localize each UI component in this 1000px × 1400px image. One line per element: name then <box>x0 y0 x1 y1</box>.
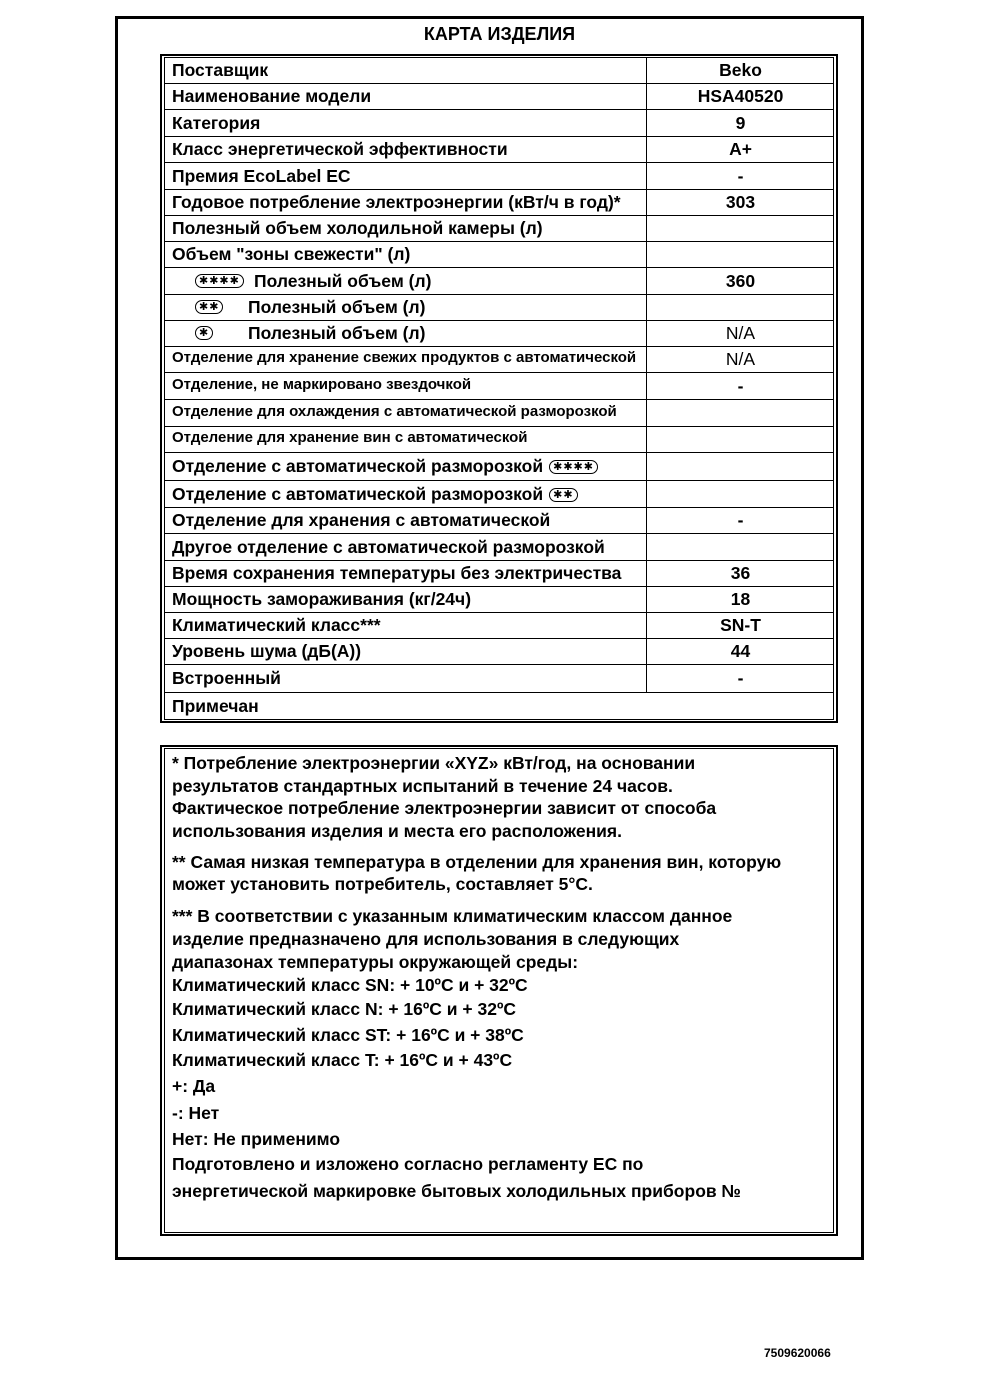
note-line: *** В соответствии с указанным климатическим классом данное <box>172 906 733 926</box>
row-label-text: Отделение для охлаждения с автоматической разморозкой <box>172 403 617 420</box>
row-value: - <box>737 166 744 186</box>
row-value: - <box>737 510 744 530</box>
row-value: SN-T <box>720 615 761 635</box>
row-label-text: Отделение для хранение свежих продуктов с автоматической <box>172 349 637 366</box>
note-line: Климатический класс T: + 16ºC и + 43ºC <box>172 1050 513 1070</box>
card-title: КАРТА ИЗДЕЛИЯ <box>423 24 576 44</box>
row-label-text: Отделение с автоматической разморозкой <box>172 456 544 476</box>
freezer-star-icon: ✱ <box>195 326 213 340</box>
row-value: 36 <box>730 563 751 583</box>
row-value: 360 <box>725 271 756 291</box>
row-label-text: Поставщик <box>172 60 269 80</box>
row-label <box>172 696 259 717</box>
note-line: изделие предназначено для использования в следующих <box>172 929 680 949</box>
row-label-text: Наименование модели <box>172 86 372 106</box>
row-label <box>172 456 598 477</box>
note-line: ** Самая низкая температура в отделении для хранения вин, которую <box>172 852 782 872</box>
row-label-text: Полезный объем холодильной камеры (л) <box>172 218 543 238</box>
row-label-text: Годовое потребление электроэнергии (кВт/ч в год)* <box>172 192 621 212</box>
row-label <box>172 668 281 689</box>
row-label-text: Отделение для хранение вин с автоматической <box>172 429 528 446</box>
row-label <box>172 166 351 187</box>
row-label-text: Уровень шума (дБ(A)) <box>172 641 362 661</box>
row-label-text: Другое отделение с автоматической разморозкой <box>172 537 605 557</box>
row-label-text: Примечан <box>172 696 259 716</box>
note-line: диапазонах температуры окружающей среды: <box>172 952 579 972</box>
row-label <box>172 589 471 610</box>
row-label <box>172 376 471 393</box>
row-label <box>172 139 508 160</box>
row-label <box>172 537 605 558</box>
row-label-text: Отделение с автоматической разморозкой <box>172 484 544 504</box>
row-label <box>172 403 617 420</box>
row-value: N/A <box>725 323 756 343</box>
row-label-text: Полезный объем (л) <box>254 271 432 291</box>
row-label <box>172 86 371 107</box>
row-label-text: Полезный объем (л) <box>248 323 426 343</box>
note-line: Фактическое потребление электроэнергии зависит от способа <box>172 798 717 818</box>
row-value: HSA40520 <box>697 86 784 106</box>
note-line: -: Нет <box>172 1103 220 1123</box>
note-line: использования изделия и места его расположения. <box>172 821 622 841</box>
row-label-text: Мощность замораживания (кг/24ч) <box>172 589 472 609</box>
freezer-star-icon: ✱✱✱✱ <box>195 274 244 288</box>
note-line: Нет: Не применимо <box>172 1129 341 1149</box>
row-value: Beko <box>719 60 762 80</box>
row-value: 44 <box>730 641 751 661</box>
note-line: Климатический класс ST: + 16ºC и + 38ºC <box>172 1025 524 1045</box>
row-value: N/A <box>725 349 756 369</box>
note-line: Подготовлено и изложено согласно регламенту ЕС по <box>172 1154 644 1174</box>
row-label <box>172 563 621 584</box>
note-line: Климатический класс SN: + 10ºC и + 32ºC <box>172 975 528 995</box>
row-value: - <box>737 668 744 688</box>
row-label <box>172 244 410 265</box>
row-label-text: Полезный объем (л) <box>248 297 426 317</box>
note-line: Климатический класс N: + 16ºC и + 32ºC <box>172 999 516 1019</box>
row-value: 303 <box>725 192 756 212</box>
document-code: 7509620066 <box>764 1346 831 1360</box>
row-value: - <box>737 376 744 396</box>
freezer-star-icon: ✱✱ <box>549 488 577 502</box>
row-label <box>172 192 621 213</box>
row-value: A+ <box>729 139 752 159</box>
row-label-text: Премия EcoLabel EC <box>172 166 351 186</box>
row-label-text: Отделение, не маркировано звездочкой <box>172 376 472 393</box>
row-label <box>172 429 528 446</box>
freezer-star-icon: ✱✱ <box>195 300 223 314</box>
row-label-text: Климатический класс*** <box>172 615 381 635</box>
row-label-text: Отделение для хранения с автоматической <box>172 510 551 530</box>
row-label <box>172 60 268 81</box>
row-label <box>172 349 636 366</box>
note-line: результатов стандартных испытаний в течение 24 часов. <box>172 776 673 796</box>
row-label-text: Время сохранения температуры без электричества <box>172 563 622 583</box>
row-label-text: Класс энергетической эффективности <box>172 139 508 159</box>
row-label <box>172 641 361 662</box>
row-label <box>172 218 543 239</box>
row-label <box>172 615 381 636</box>
row-label <box>172 113 260 134</box>
note-line: энергетической маркировке бытовых холодильных приборов № <box>172 1181 742 1201</box>
row-value: 9 <box>735 113 746 133</box>
freezer-star-icon: ✱✱✱✱ <box>549 460 598 474</box>
row-label <box>172 484 578 505</box>
note-line: может установить потребитель, составляет 5°C. <box>172 874 593 894</box>
note-line: * Потребление электроэнергии «XYZ» кВт/год, на основании <box>172 753 696 773</box>
row-label-text: Встроенный <box>172 668 281 688</box>
note-line: +: Да <box>172 1076 216 1096</box>
row-label-text: Объем "зоны свежести" (л) <box>172 244 411 264</box>
row-label <box>172 510 550 531</box>
row-value: 18 <box>730 589 751 609</box>
row-label-text: Категория <box>172 113 261 133</box>
